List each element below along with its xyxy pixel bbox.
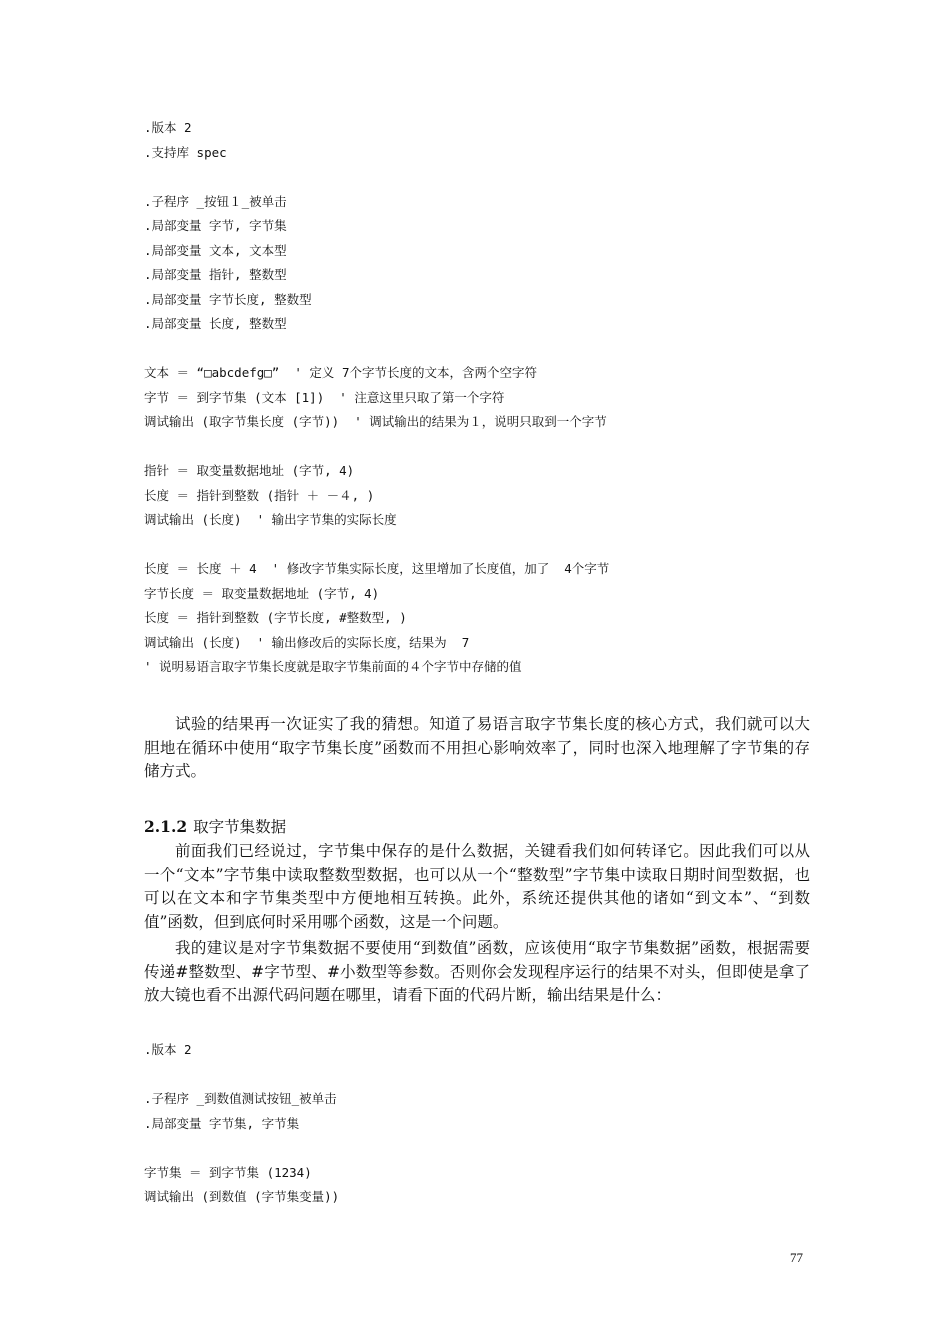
- code-line: [144, 1136, 339, 1161]
- code-line: .局部变量 字节集, 字节集: [144, 1115, 300, 1131]
- code-line: 字节长度 ＝ 取变量数据地址 (字节, 4): [144, 585, 380, 601]
- section-number: 2.1.2: [144, 817, 188, 836]
- code-line: .子程序 _按钮１_被单击: [144, 193, 287, 209]
- code-line: 调试输出 (长度) ' 输出修改后的实际长度，结果为 7: [144, 634, 470, 650]
- section-title: 取字节集数据: [193, 818, 287, 836]
- code-listing-2: [144, 1038, 339, 1210]
- code-line: 字节集 ＝ 到字节集 (1234): [144, 1164, 312, 1180]
- code-line: 长度 ＝ 长度 ＋ 4 ' 修改字节集实际长度，这里增加了长度值，加了 4个字节: [144, 561, 610, 576]
- code-line: 调试输出 (长度) ' 输出字节集的实际长度: [144, 512, 397, 527]
- code-line: 指针 ＝ 取变量数据地址 (字节, 4): [144, 463, 355, 478]
- code-line: 调试输出 (到数值 (字节集变量)): [144, 1189, 340, 1204]
- code-line: .子程序 _到数值测试按钮_被单击: [144, 1091, 337, 1106]
- code-line: 文本 ＝ “□abcdefg□” ' 定义 7个字节长度的文本，含两个空字符: [144, 365, 537, 380]
- code-line: [144, 435, 609, 460]
- code-line: [144, 1063, 339, 1088]
- code-line: .局部变量 文本, 文本型: [144, 242, 287, 258]
- code-line: .局部变量 指针, 整数型: [144, 267, 287, 282]
- code-line: .局部变量 字节长度, 整数型: [144, 291, 312, 307]
- code-line: [144, 165, 609, 190]
- code-line: ' 说明易语言取字节集长度就是取字节集前面的４个字节中存储的值: [144, 659, 522, 674]
- code-line: 长度 ＝ 指针到整数 (指针 ＋ －４, ): [144, 487, 375, 503]
- code-line: .局部变量 字节, 字节集: [144, 218, 287, 233]
- code-line: .支持库 spec: [144, 144, 227, 160]
- paragraph-recommendation: 我的建议是对字节集数据不要使用“到数值”函数，应该使用“取字节集数据”函数，根据需要传递#整数型、#字节型、#小数型等参数。否则你会发现程序运行的结果不对头，但即使是拿了放大镜也看不出源代码问题在哪里，请看下面的代码片断，输出结果是什么：: [144, 939, 810, 1005]
- code-listing-1: [144, 116, 609, 680]
- paragraph-experiment-result: 试验的结果再一次证实了我的猜想。知道了易语言取字节集长度的核心方式，我们就可以大胆地在循环中使用“取字节集长度”函数而不用担心影响效率了，同时也深入地理解了字节集的存储方式。: [144, 715, 810, 781]
- code-line: 长度 ＝ 指针到整数 (字节长度, #整数型, ): [144, 610, 407, 625]
- code-line: 字节 ＝ 到字节集 (文本 [1]) ' 注意这里只取了第一个字符: [144, 389, 505, 405]
- code-line: .局部变量 长度, 整数型: [144, 316, 287, 331]
- page-number: 77: [790, 1250, 803, 1265]
- code-line: .版本 2: [144, 120, 192, 135]
- section-heading: [144, 815, 286, 839]
- code-line: [144, 533, 609, 558]
- paragraph-bytes-intro: 前面我们已经说过，字节集中保存的是什么数据，关键看我们如何转译它。因此我们可以从一个“文本”字节集中读取整数型数据，也可以从一个“整数型”字节集中读取日期时间型数据，也可以在文本和字节集类型中方便地相互转换。此外，系统还提供其他的诸如“到文本”、“到数值”函数，但到底何时采用哪个函数，这是一个问题。: [144, 842, 810, 931]
- code-line: [144, 337, 609, 362]
- code-line: 调试输出 (取字节集长度 (字节)) ' 调试输出的结果为１，说明只取到一个字节: [144, 414, 607, 429]
- code-line: .版本 2: [144, 1042, 192, 1057]
